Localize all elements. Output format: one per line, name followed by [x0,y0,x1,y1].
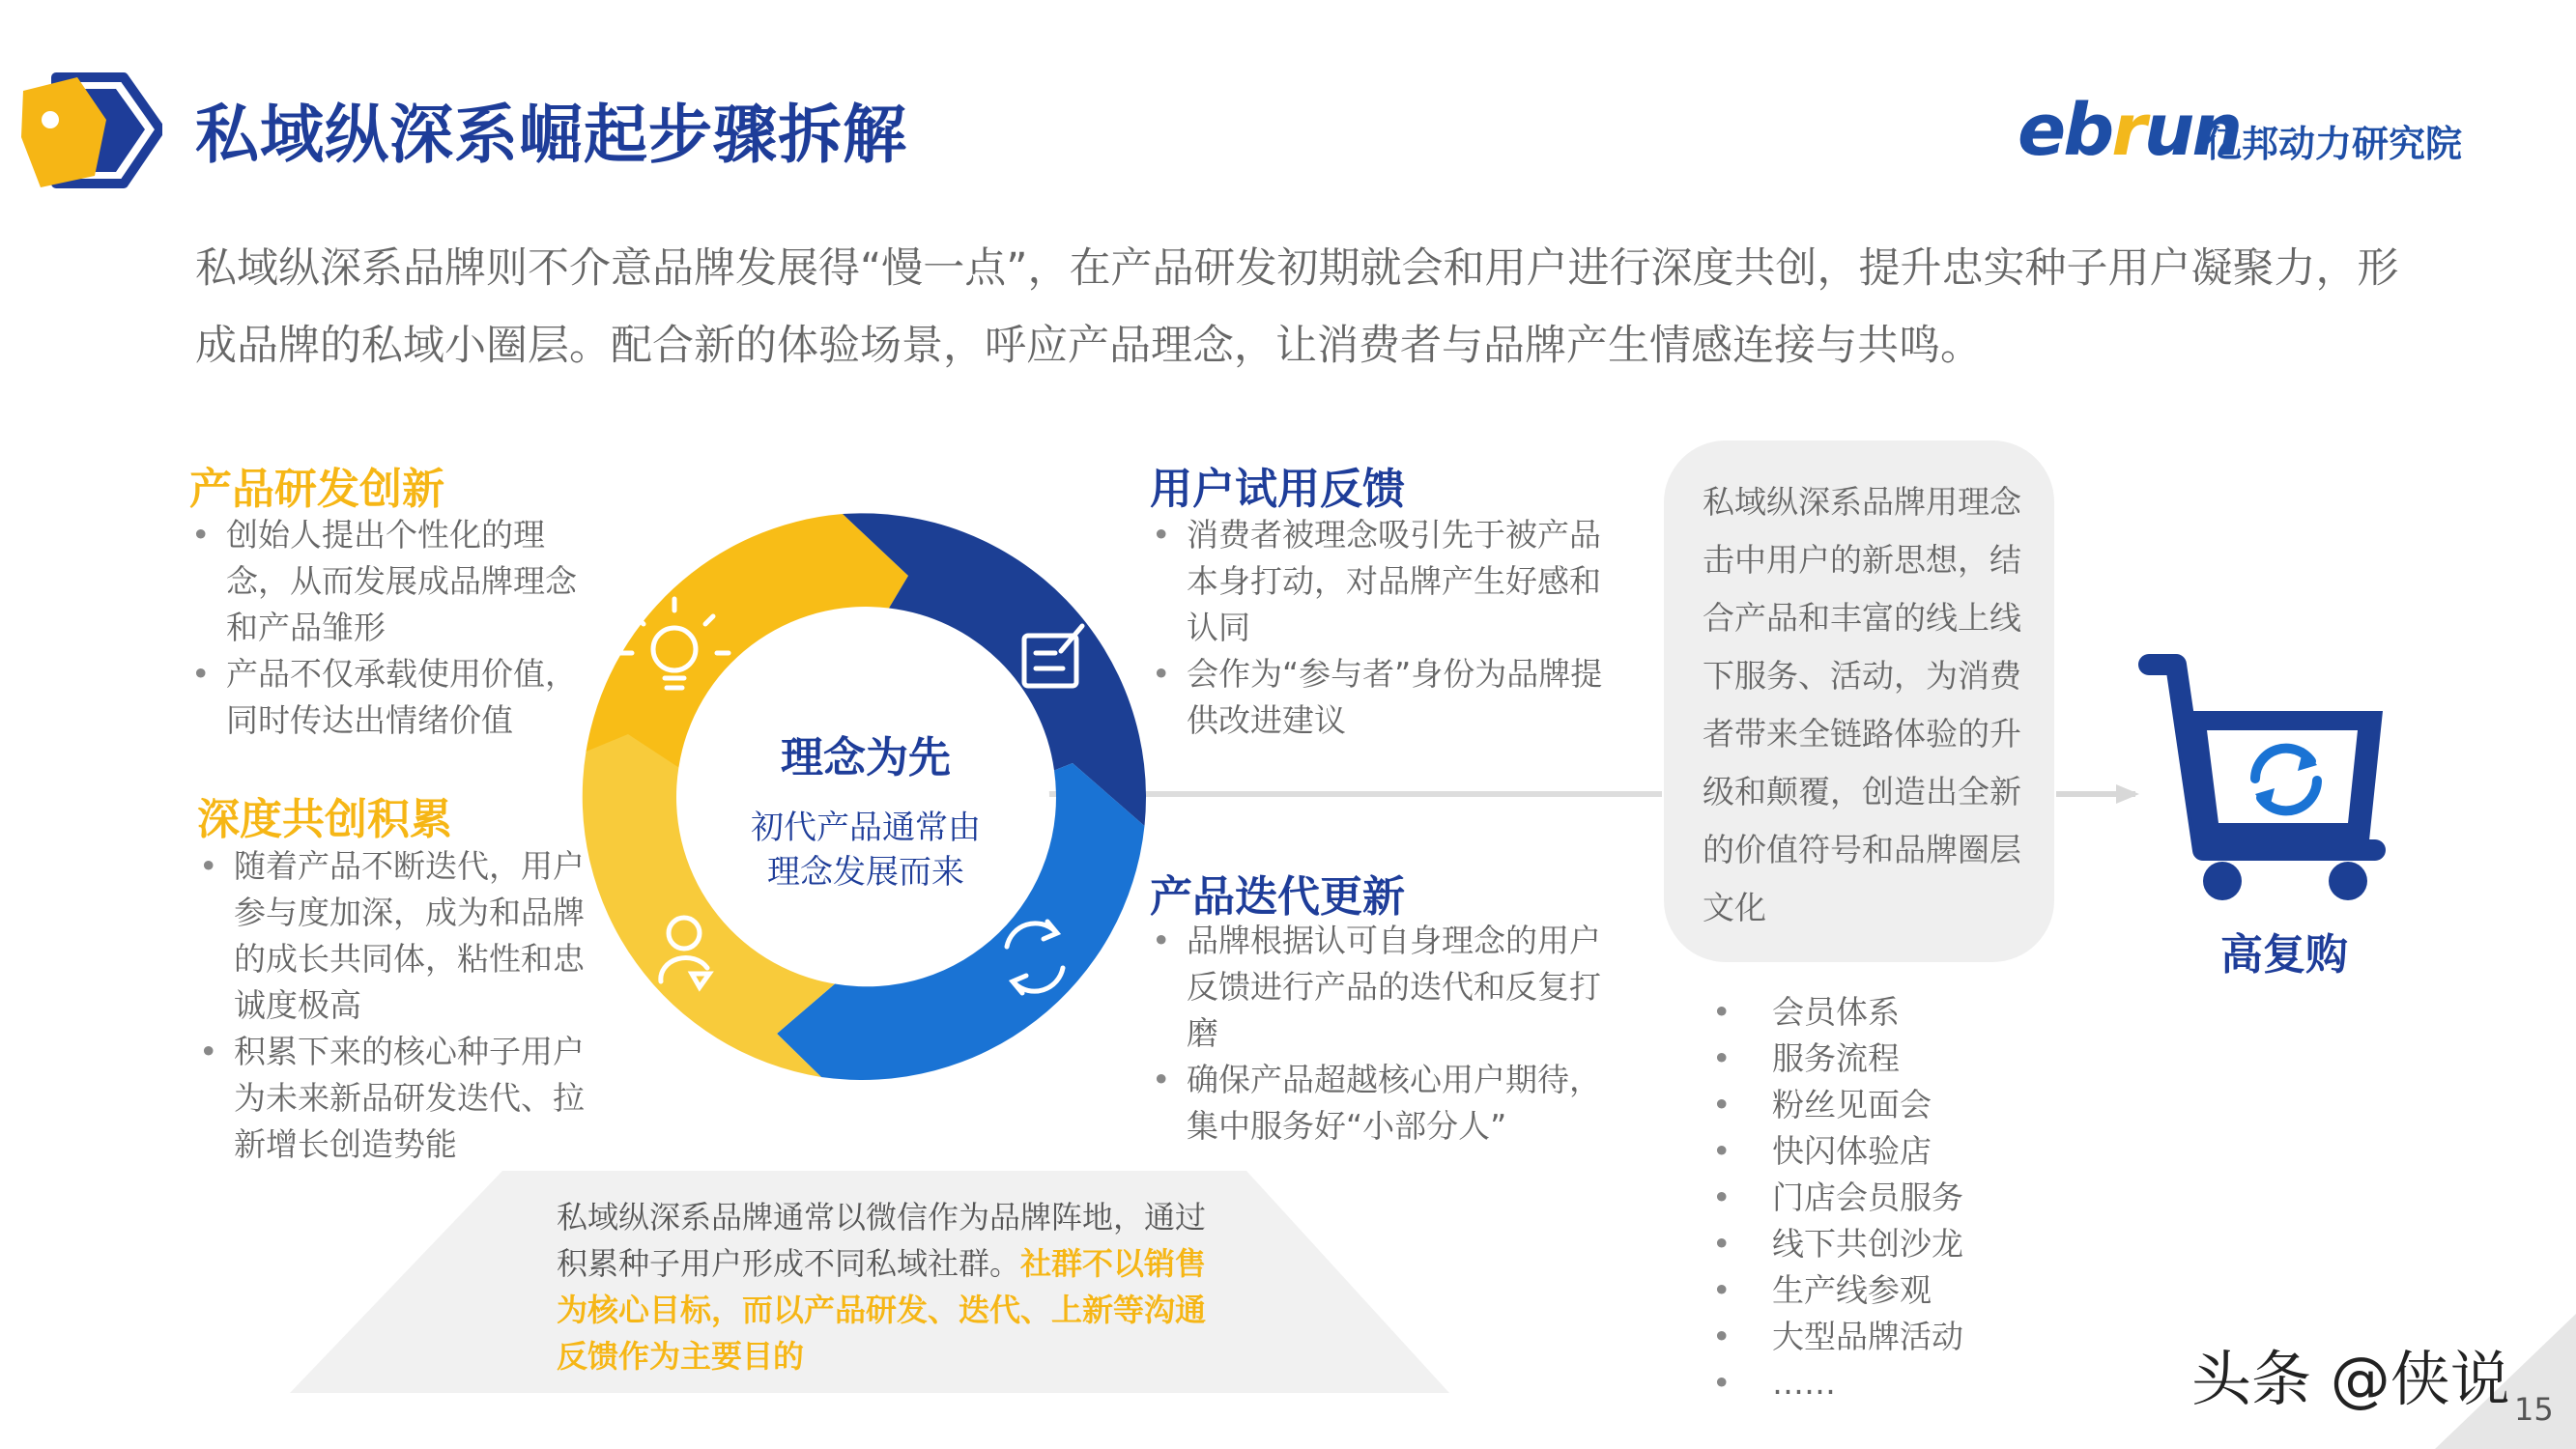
note-plain: 私域纵深系品牌通常以微信作为品牌阵地，通过积累种子用户形成不同私域社群。 [557,1199,1207,1282]
brand-logo-en: ebrun [2018,89,2241,172]
summary-text: 私域纵深系品牌用理念击中用户的新思想，结合产品和丰富的线上线下服务、活动，为消费者带来全链路体验的升级和颠覆，创造出全新的价值符号和品牌圈层文化 [1703,483,2021,926]
ring-center-subtitle: 初代产品通常由理念发展而来 [751,809,981,892]
intro-paragraph: 私域纵深系品牌则不介意品牌发展得“慢一点”，在产品研发初期就会和用户进行深度共创，提升忠实种子用户凝聚力，形成品牌的私域小圈层。配合新的体验场景，呼应产品理念，让消费者与品牌产生情感连接与共鸣。 [195,244,2399,370]
perk-list [1704,989,2110,1406]
list-item: • 积累下来的核心种子用户为未来新品研发迭代、拉新增长创造势能 [197,1029,603,1168]
ring-center-title: 理念为先 [781,733,951,782]
note-highlight: 社群不以销售为核心目标，而以产品研发、迭代、上新等沟通反馈作为主要目的 [557,1245,1207,1375]
cart-label: 高复购 [2220,930,2348,980]
list-item: • 大型品牌活动 [1704,1314,2110,1360]
heading-iteration: 产品迭代更新 [1150,872,1405,922]
list-item: • 服务流程 [1704,1036,2110,1082]
bottom-note [557,1194,1233,1379]
brand-logo-cn: 亿邦动力研究院 [2205,123,2463,165]
list-item: • 粉丝见面会 [1704,1082,2110,1128]
list-co-creation [197,843,603,1168]
list-item: • 品牌根据认可自身理念的用户反馈进行产品的迭代和反复打磨 [1150,918,1614,1057]
list-item: • 创始人提出个性化的理念，从而发展成品牌理念和产品雏形 [189,512,595,651]
list-item: • 门店会员服务 [1704,1175,2110,1221]
heading-co-creation: 深度共创积累 [197,795,452,844]
watermark: 头条 @侠说 [2191,1344,2510,1414]
list-iteration [1150,918,1614,1150]
list-item: • 会作为“参与者”身份为品牌提供改进建议 [1150,651,1604,744]
list-item: • 生产线参观 [1704,1267,2110,1314]
list-item: • 快闪体验店 [1704,1128,2110,1175]
page-number: 15 [2514,1391,2554,1428]
list-item: • …… [1704,1360,2110,1406]
list-item: • 随着产品不断迭代，用户参与度加深，成为和品牌的成长共同体，粘性和忠诚度极高 [197,843,603,1029]
list-item: • 线下共创沙龙 [1704,1221,2110,1267]
heading-user-feedback: 用户试用反馈 [1150,465,1405,514]
page-title: 私域纵深系崛起步骤拆解 [195,98,907,172]
list-item: • 产品不仅承载使用价值，同时传达出情绪价值 [189,651,595,744]
list-item: • 确保产品超越核心用户期待，集中服务好“小部分人” [1150,1057,1614,1150]
list-item: • 会员体系 [1704,989,2110,1036]
ring-center [682,613,1049,980]
list-user-feedback [1150,512,1604,744]
shopping-cart-icon [2149,665,2383,900]
list-item: • 消费者被理念吸引先于被产品本身打动，对品牌产生好感和认同 [1150,512,1604,651]
heading-product-rd: 产品研发创新 [189,465,444,514]
list-product-rd [189,512,595,744]
